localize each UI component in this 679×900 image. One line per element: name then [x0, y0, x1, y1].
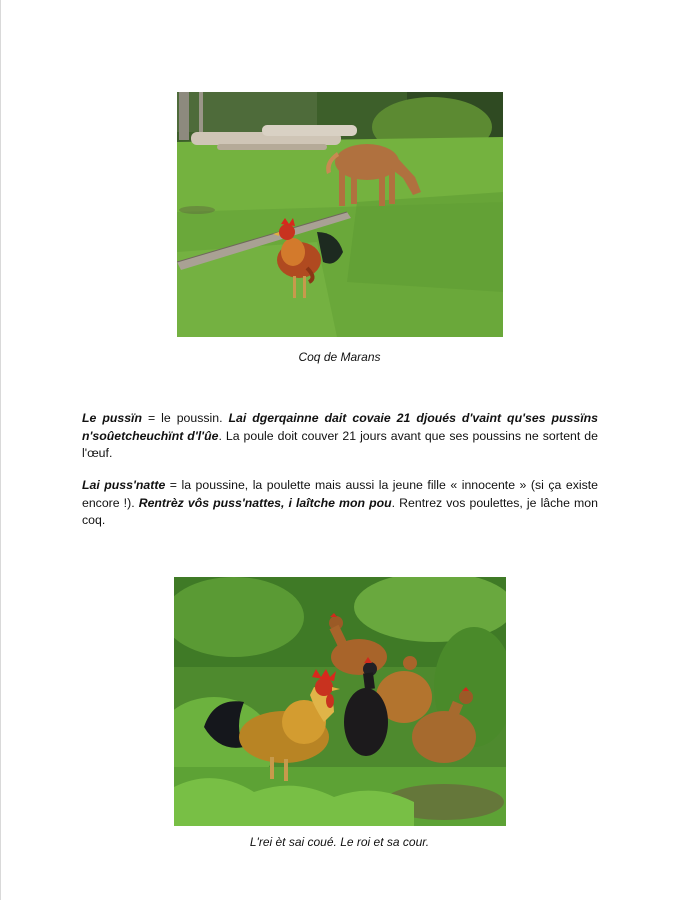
- paragraph-pussnatte: [82, 477, 598, 530]
- example-sentence: Lai dgerqainne dait covaie 21 djoués d'vaint qu'ses pussïns n'soûetcheuchïnt d'l'ûe: [82, 411, 598, 443]
- term-definition: = le poussin.: [141, 411, 229, 425]
- figure-photo-rooster-horse: [177, 92, 503, 337]
- paragraph-pussin: [82, 410, 598, 463]
- term-word: Le pussïn: [82, 411, 142, 425]
- rooster-hens-image: [174, 577, 506, 826]
- example-translation: . Rentrez vos poulettes, je lâche mon coq.: [82, 495, 598, 527]
- term-definition: = la poussine, la poulette mais aussi la jeune fille « innocente » (si ça existe encore !).: [82, 478, 598, 510]
- example-sentence: Rentrèz vôs puss'nattes, i laîtche mon pou: [138, 495, 392, 510]
- page-edge: [0, 0, 1, 900]
- figure-caption: Coq de Marans: [298, 350, 381, 364]
- figure-caption: L'rei èt sai coué. Le roi et sa cour.: [249, 835, 430, 849]
- example-translation: . La poule doit couver 21 jours avant que ses poussins ne sortent de l'œuf.: [82, 428, 598, 460]
- term-word: Lai puss'natte: [82, 478, 166, 492]
- rooster-horse-image: [177, 92, 503, 337]
- figure-photo-rooster-hens: [174, 577, 506, 826]
